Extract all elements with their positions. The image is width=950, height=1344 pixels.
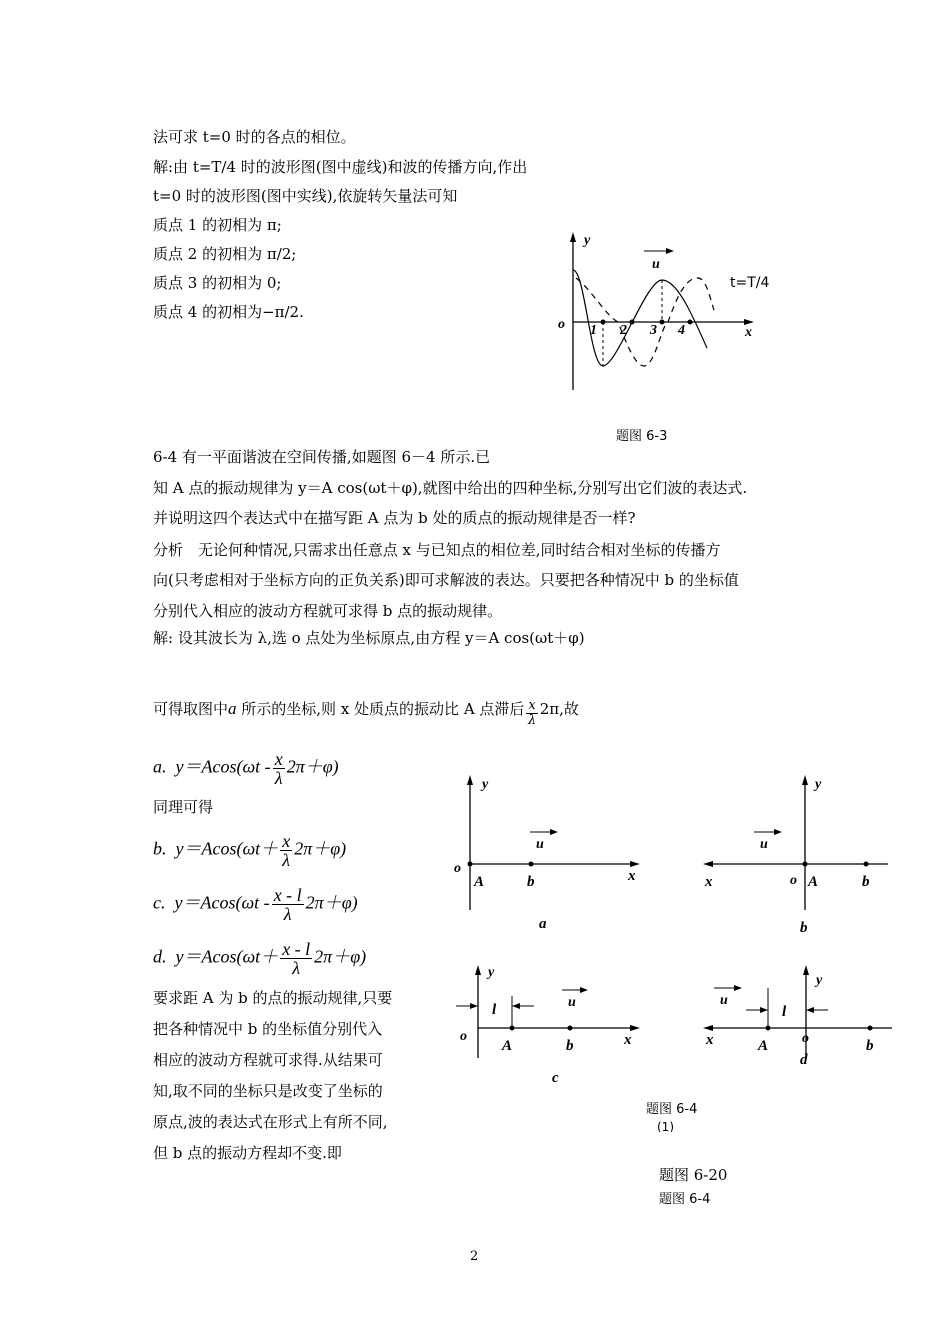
figd-A-label: A [758, 1038, 769, 1054]
figure-6-3-caption: 题图 6-3 [616, 429, 668, 444]
text-line: 并说明这四个表达式中在描写距 A 点为 b 处的质点的振动规律是否一样? [153, 509, 636, 527]
text-line: 质点 1 的初相为 π; [153, 216, 282, 234]
figure-extra-caption: 题图 6-20 [659, 1166, 728, 1184]
text-line: 同理可得 [153, 798, 214, 816]
figb-y-label: y [815, 777, 822, 792]
fig63-label-1: 1 [590, 323, 597, 338]
figd-x-label: x [706, 1032, 714, 1048]
figb-b-label: b [862, 874, 870, 890]
point-4 [688, 320, 693, 325]
figure-6-3 [540, 228, 780, 398]
figd-u-label: u [720, 993, 728, 1008]
fig63-label-3: 3 [650, 323, 657, 338]
figd-l-label: l [782, 1004, 787, 1020]
figc-b-label: b [566, 1038, 574, 1054]
figb-o-label: o [790, 873, 797, 888]
fig63-label-2: 2 [620, 323, 627, 338]
text-line: 向(只考虑相对于坐标方向的正负关系)即可求解波的表达。只要把各种情况中 b 的坐标值 [153, 571, 739, 589]
figure-6-4-c [450, 958, 650, 1088]
figb-u-label: u [760, 837, 768, 852]
point-2 [630, 320, 635, 325]
figd-y-label: y [816, 973, 823, 988]
text-line: 要求距 A 为 b 的点的振动规律,只要 [153, 989, 393, 1007]
point-3 [660, 320, 665, 325]
text-line: 解:由 t=T/4 时的波形图(图中虚线)和波的传播方向,作出 [153, 158, 528, 176]
figa-A-label: A [474, 874, 485, 890]
figure-6-4-caption: 题图 6-4 [646, 1102, 698, 1117]
figd-o-label: o [802, 1031, 809, 1046]
text-line: 把各种情况中 b 的坐标值分别代入 [153, 1020, 383, 1038]
text-line: 解: 设其波长为 λ,选 o 点处为坐标原点,由方程 y＝A cos(ωt＋φ) [153, 629, 585, 647]
text-line: 质点 2 的初相为 π/2; [153, 245, 297, 263]
text-line: 原点,波的表达式在形式上有所不同, [153, 1113, 388, 1131]
equation-a: a. y＝Acos(ωt - $\frac{x}{\lambda}$ 2π＋φ) [153, 749, 339, 788]
figa-o-label: o [454, 861, 461, 876]
figc-A-label: A [502, 1038, 513, 1054]
figd-b-label: b [866, 1038, 874, 1054]
text-line: 质点 3 的初相为 0; [153, 274, 282, 292]
figc-l-label: l [492, 1002, 497, 1018]
text-line: 但 b 点的振动方程却不变.即 [153, 1144, 342, 1162]
equation-d: d. y＝Acos(ωt＋ $\frac{x - l}{\lambda}$ 2π＋φ) [153, 939, 367, 978]
fig63-u-label: u [652, 257, 660, 272]
equation-b: b. y＝Acos(ωt＋ $\frac{x}{\lambda}$ 2π＋φ) [153, 831, 347, 870]
figure-extra-caption-2: 题图 6-4 [659, 1192, 711, 1207]
figb-x-label: x [705, 874, 713, 890]
figure-6-4-b [700, 770, 900, 940]
figa-caption: a [539, 916, 547, 932]
text-line: 知,取不同的坐标只是改变了坐标的 [153, 1082, 383, 1100]
text-line: 法可求 t=0 时的各点的相位。 [153, 128, 356, 146]
figc-o-label: o [460, 1029, 467, 1044]
text-line: t=0 时的波形图(图中实线),依旋转矢量法可知 [153, 187, 458, 205]
figc-u-label: u [568, 995, 576, 1010]
text-line: 知 A 点的振动规律为 y＝A cos(ωt＋φ),就图中给出的四种坐标,分别写出它们波的表达式. [153, 479, 748, 497]
equation-c: c. y＝Acos(ωt - $\frac{x - l}{\lambda}$ 2π＋φ) [153, 885, 358, 924]
text-line: 6-4 有一平面谐波在空间传播,如题图 6－4 所示.已 [153, 448, 491, 466]
point-1 [601, 320, 606, 325]
figd-caption: d [800, 1052, 808, 1068]
text-line: 可得取图中a 所示的坐标,则 x 处质点的振动比 A 点滞后 $\frac{x}{\lambda}$ 2π,故 [153, 698, 579, 728]
figc-caption: c [552, 1070, 559, 1086]
figc-y-label: y [488, 965, 495, 980]
figure-6-4-d [700, 958, 900, 1088]
fig63-x-label: x [745, 325, 752, 340]
figure-extra-label: (1) [657, 1120, 674, 1132]
figc-x-label: x [624, 1032, 632, 1048]
fig63-t-label: t=T/4 [730, 275, 770, 291]
figure-6-4-a [450, 770, 650, 940]
figa-b-label: b [527, 874, 535, 890]
figb-caption: b [800, 920, 808, 936]
fig63-y-label: y [584, 233, 591, 248]
figa-x-label: x [628, 868, 636, 884]
text-line: 质点 4 的初相为−π/2. [153, 303, 304, 321]
fig63-label-4: 4 [678, 323, 685, 338]
fig63-o-label: o [558, 317, 565, 332]
text-line: 分析 无论何种情况,只需求出任意点 x 与已知点的相位差,同时结合相对坐标的传播方 [153, 541, 721, 559]
text-line: 相应的波动方程就可求得.从结果可 [153, 1051, 383, 1069]
page-number: 2 [470, 1249, 479, 1264]
figa-u-label: u [536, 837, 544, 852]
figa-y-label: y [482, 777, 489, 792]
text-line: 分别代入相应的波动方程就可求得 b 点的振动规律。 [153, 602, 503, 620]
figb-A-label: A [808, 874, 819, 890]
